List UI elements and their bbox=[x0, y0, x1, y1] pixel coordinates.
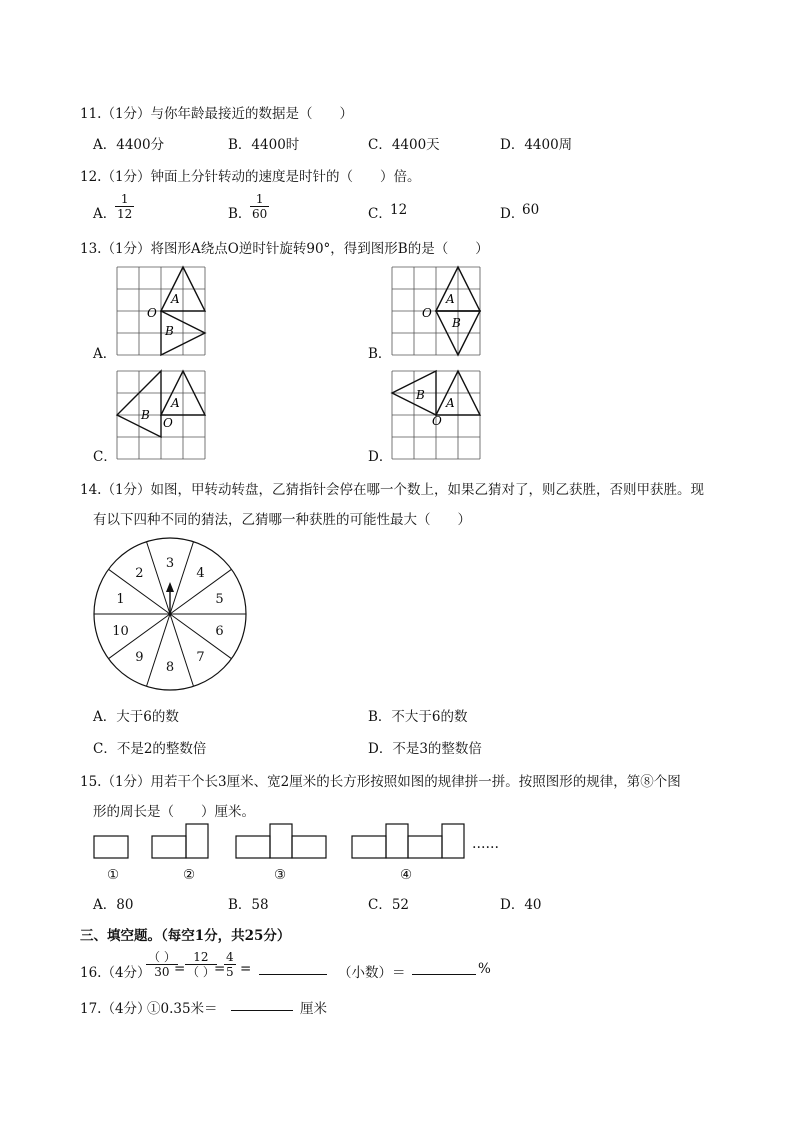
svg-text:O: O bbox=[147, 306, 157, 320]
q15-option-c: C．52 bbox=[368, 897, 410, 913]
spinner-number: 8 bbox=[165, 660, 175, 675]
fraction-denominator: 5 bbox=[226, 965, 234, 979]
spinner-number: 9 bbox=[135, 650, 144, 666]
q15-figure-label-2: ② bbox=[183, 867, 196, 883]
fraction-numerator: 12 bbox=[193, 950, 209, 964]
q15-figure-label-1: ① bbox=[107, 867, 120, 883]
svg-text:A: A bbox=[446, 292, 455, 306]
q13-option-b-label: B． bbox=[368, 346, 392, 362]
q11-option-d: D．4400周 bbox=[500, 137, 573, 153]
fraction-numerator: 1 bbox=[120, 192, 129, 206]
q15-figure-label-3: ③ bbox=[274, 867, 287, 883]
q12-option-c-letter: C． bbox=[368, 206, 392, 222]
svg-text:O: O bbox=[422, 306, 432, 320]
q11-option-a: A．4400分 bbox=[93, 137, 165, 153]
q15-figure-label-4: ④ bbox=[400, 867, 413, 883]
q13-stem: 13.（1分）将图形A绕点O逆时针旋转90°，得到图形B的是（ ） bbox=[80, 241, 489, 257]
spinner-wheel bbox=[92, 536, 248, 692]
spinner-number: 1 bbox=[116, 591, 125, 607]
section-heading: 三、填空题。（每空1分，共25分） bbox=[80, 928, 291, 944]
q15-stem-line2: 形的周长是（ ）厘米。 bbox=[93, 804, 255, 820]
svg-text:B: B bbox=[165, 324, 174, 338]
q15-stem-line1: 15.（1分）用若干个长3厘米、宽2厘米的长方形按照如图的规律拼一拼。按照图形的规律，第⑧个图 bbox=[80, 774, 681, 790]
spinner-number: 10 bbox=[112, 624, 129, 640]
svg-text:A: A bbox=[446, 396, 455, 410]
spinner-number: 6 bbox=[215, 624, 224, 640]
spinner-sector-divider bbox=[170, 614, 193, 686]
svg-text:A: A bbox=[171, 292, 180, 306]
q15-option-d: D．40 bbox=[500, 897, 542, 913]
q15-ellipsis: …… bbox=[472, 836, 499, 852]
fraction-numerator: 1 bbox=[255, 192, 264, 206]
fraction-denominator: （ ） bbox=[187, 965, 215, 979]
q16-percent-blank[interactable] bbox=[412, 960, 476, 975]
q12-option-c-value: 12 bbox=[390, 202, 408, 218]
q16-fraction-3 bbox=[224, 950, 236, 979]
q16-equals-2: = bbox=[214, 961, 226, 977]
q11-option-b: B．4400时 bbox=[228, 137, 300, 153]
q16-prefix: 16.（4分） bbox=[80, 965, 151, 981]
q15-option-a: A．80 bbox=[93, 897, 134, 913]
q17-blank[interactable] bbox=[231, 996, 293, 1011]
svg-text:B: B bbox=[141, 408, 150, 422]
q16-percent-sign: % bbox=[478, 961, 491, 977]
spinner-number: 5 bbox=[215, 591, 224, 607]
q14-option-d: D．不是3的整数倍 bbox=[368, 741, 482, 757]
spinner-sector-divider bbox=[147, 542, 170, 614]
fraction-numerator: 4 bbox=[226, 950, 234, 964]
q13-option-c-label: C． bbox=[93, 449, 117, 465]
q13-grid-d bbox=[390, 369, 482, 461]
spinner-number: 2 bbox=[135, 565, 144, 581]
q14-option-a: A．大于6的数 bbox=[93, 709, 179, 725]
q16-decimal-label: （小数）＝ bbox=[338, 965, 406, 981]
q13-grid-a bbox=[115, 265, 207, 357]
q16-fraction-2 bbox=[185, 950, 217, 979]
spinner-number: 4 bbox=[196, 565, 205, 581]
q12-option-b-letter: B． bbox=[228, 206, 252, 222]
q14-option-b: B．不大于6的数 bbox=[368, 709, 468, 725]
q12-option-a-fraction bbox=[115, 192, 134, 221]
svg-text:B: B bbox=[452, 316, 461, 330]
q13-grid-b bbox=[390, 265, 482, 357]
q16-decimal-blank[interactable] bbox=[259, 960, 327, 975]
q12-option-b-fraction bbox=[250, 192, 269, 221]
q13-option-a-label: A． bbox=[93, 346, 117, 362]
q12-stem: 12.（1分）钟面上分针转动的速度是时针的（ ）倍。 bbox=[80, 169, 421, 185]
svg-text:O: O bbox=[163, 416, 173, 430]
q14-stem-line2: 有以下四种不同的猜法，乙猜哪一种获胜的可能性最大（ ） bbox=[93, 512, 471, 528]
q11-option-c: C．4400天 bbox=[368, 137, 440, 153]
q17-prefix: 17.（4分） bbox=[80, 1001, 151, 1017]
spinner-number: 3 bbox=[165, 556, 175, 571]
svg-text:B: B bbox=[416, 388, 425, 402]
q14-option-c: C．不是2的整数倍 bbox=[93, 741, 207, 757]
q12-option-d-value: 60 bbox=[522, 202, 540, 218]
q12-option-a-letter: A． bbox=[93, 206, 117, 222]
fraction-denominator: 60 bbox=[252, 207, 268, 221]
q14-stem-line1: 14.（1分）如图，甲转动转盘，乙猜指针会停在哪一个数上，如果乙猜对了，则乙获胜，否则甲获胜。现 bbox=[80, 482, 705, 498]
q17-unit: 厘米 bbox=[300, 1001, 327, 1017]
svg-text:O: O bbox=[432, 414, 442, 428]
fraction-denominator: 30 bbox=[154, 965, 170, 979]
q11-stem: 11.（1分）与你年龄最接近的数据是（ ） bbox=[80, 106, 354, 122]
q13-option-d-label: D． bbox=[368, 449, 393, 465]
spinner-sector-divider bbox=[170, 542, 193, 614]
spinner-number: 7 bbox=[196, 650, 205, 666]
q12-option-d-letter: D． bbox=[500, 206, 525, 222]
spinner-arrowhead-icon bbox=[166, 582, 174, 592]
q13-grid-c bbox=[115, 369, 207, 461]
svg-text:A: A bbox=[171, 396, 180, 410]
q15-rectangle-pattern bbox=[90, 822, 510, 862]
q16-equals-3: = bbox=[240, 961, 252, 977]
q16-equals-1: = bbox=[174, 961, 186, 977]
spinner-sector-divider bbox=[147, 614, 170, 686]
fraction-numerator: （ ） bbox=[148, 950, 176, 964]
q17-text: ①0.35米＝ bbox=[147, 1001, 218, 1017]
q15-option-b: B．58 bbox=[228, 897, 269, 913]
fraction-denominator: 12 bbox=[117, 207, 133, 221]
